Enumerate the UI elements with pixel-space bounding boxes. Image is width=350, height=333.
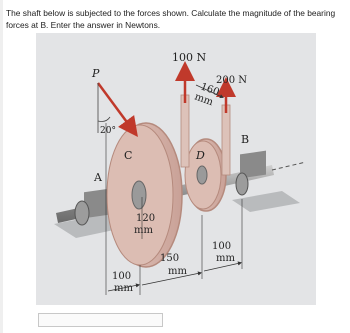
label-b: B [241, 133, 250, 146]
question-text: The shaft below is subjected to the forces shown. Calculate the magnitude of the bearing forces at B. Enter the answer in Newtons. [6, 8, 336, 30]
label-dim-120-unit: mm [134, 225, 153, 236]
label-dim-150: 150 [160, 253, 180, 264]
force-p-arrow [98, 83, 132, 129]
label-dim-100-right: 100 [212, 241, 232, 252]
left-edge-rule [0, 0, 3, 333]
label-dim-120: 120 [136, 213, 156, 224]
shaft-figure [36, 33, 316, 305]
label-dim-160: 160 [198, 81, 221, 99]
label-100n: 100 N [172, 51, 207, 64]
label-dim-150-unit: mm [168, 266, 187, 277]
label-dim-100-left-unit: mm [114, 283, 133, 294]
label-p: P [92, 67, 100, 80]
label-d: D [196, 149, 205, 162]
label-a: A [94, 171, 102, 184]
label-dim-100-left: 100 [112, 271, 132, 282]
label-angle: 20° [100, 126, 116, 136]
label-c: C [124, 149, 133, 162]
answer-input[interactable] [38, 313, 163, 327]
label-dim-100-right-unit: mm [216, 253, 235, 264]
label-dim-160-unit: mm [192, 91, 215, 109]
label-200n: 200 N [216, 75, 248, 86]
